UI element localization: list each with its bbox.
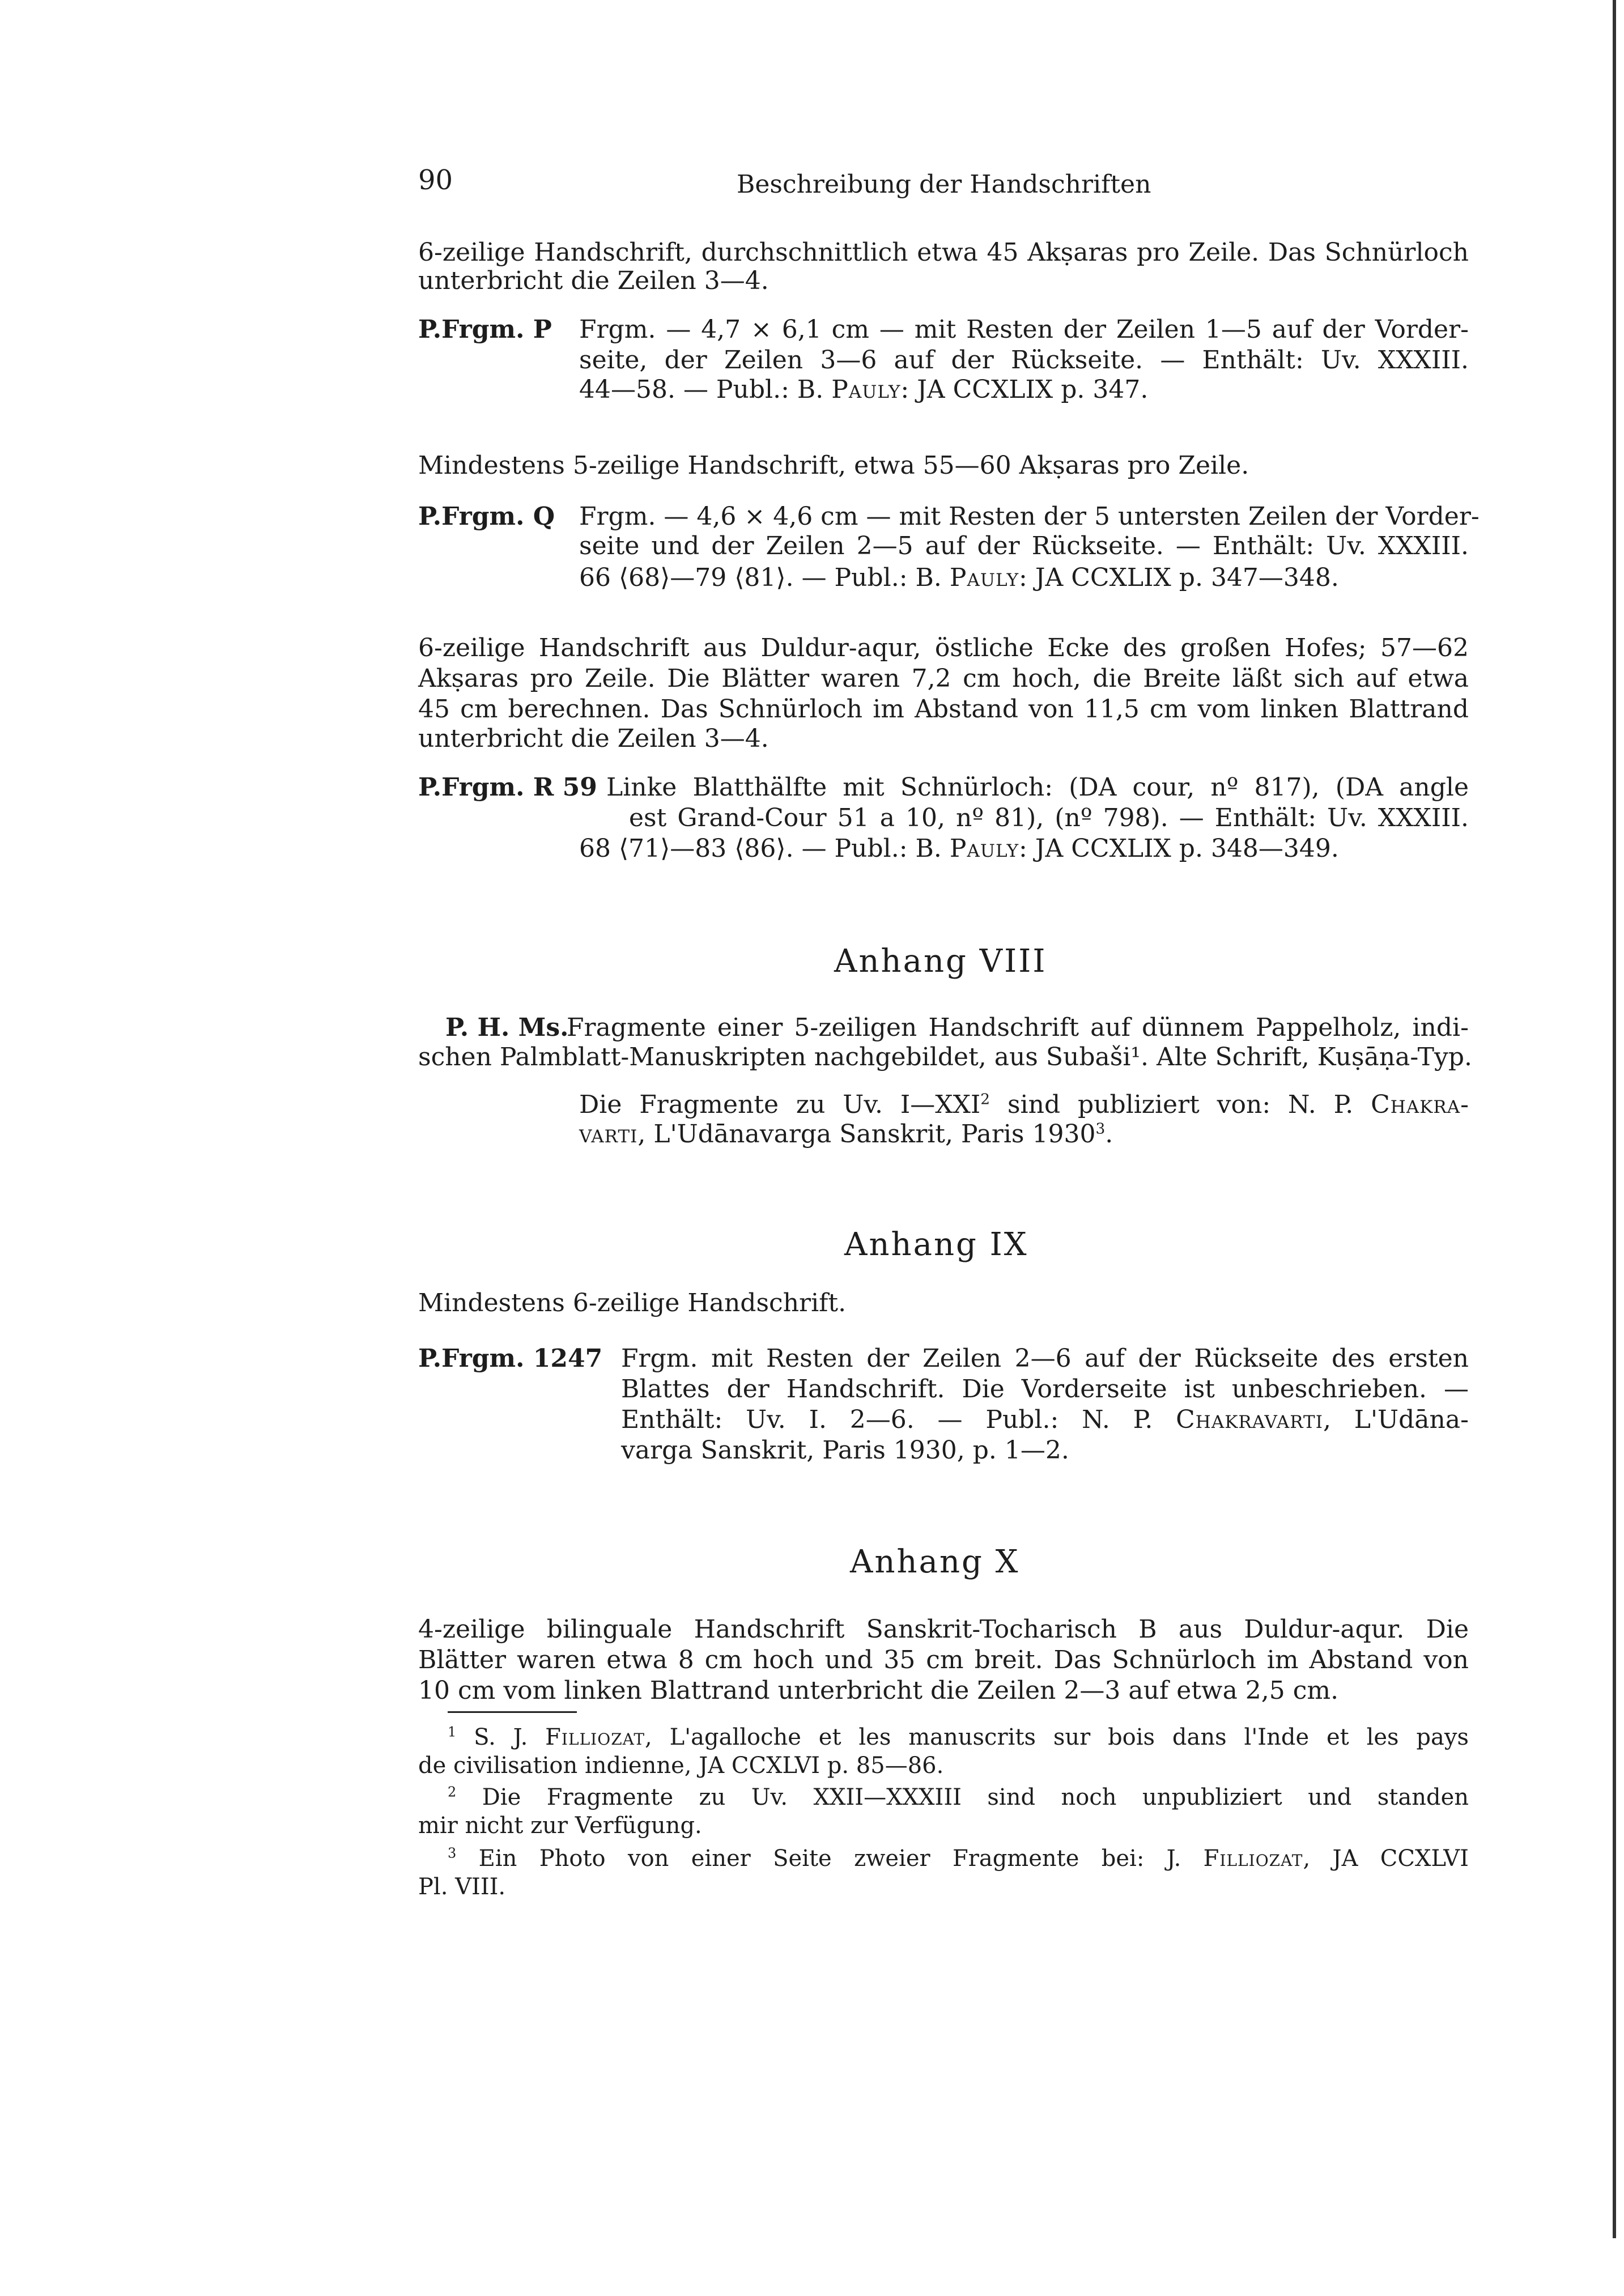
footnote-3-line-2: Pl. VIII. bbox=[418, 1874, 506, 1900]
footnote-2-mark: 2 bbox=[448, 1784, 457, 1800]
footnote-1-mark: 1 bbox=[448, 1724, 457, 1740]
sec1-fragment-label: P.Frgm. P bbox=[418, 315, 552, 344]
footnote-2-text: Die Fragmente zu Uv. XXII—XXXIII sind noch unpubliziert und standen bbox=[482, 1784, 1469, 1810]
sec3-entry-line-1: Linke Blatthälfte mit Schnürloch: (DA cour, nº 817), (DA angle bbox=[606, 773, 1469, 802]
footnote-1-line-2: de civilisation indienne, JA CCXLVI p. 85—86. bbox=[418, 1753, 944, 1779]
sec1-entry-line-3: 44—58. — Publ.: B. Pauly: JA CCXLIX p. 347. bbox=[579, 375, 1149, 404]
anhang-x-heading: Anhang X bbox=[850, 1544, 1020, 1580]
page-number: 90 bbox=[418, 164, 453, 196]
sec1-intro-line-2: unterbricht die Zeilen 3—4. bbox=[418, 266, 769, 295]
sec3-intro-line-3: 45 cm berechnen. Das Schnürloch im Abstand von 11,5 cm vom linken Blattrand bbox=[418, 695, 1469, 724]
anhang-viii-line-3: Die Fragmente zu Uv. I—XXI$^2$ sind publiziert von: N. P. Chakra- bbox=[579, 1090, 1469, 1119]
footnote-1-line-1: $^1$ S. J. Filliozat, L'agalloche et les manuscrits sur bois dans l'Inde et les pays bbox=[448, 1724, 1469, 1750]
footnote-rule bbox=[448, 1711, 577, 1713]
anhang-ix-entry-line-2: Blattes der Handschrift. Die Vorderseite ist unbeschrieben. — bbox=[621, 1375, 1469, 1404]
anhang-ix-fragment-label: P.Frgm. 1247 bbox=[418, 1344, 603, 1373]
sec2-entry-line-1: Frgm. — 4,6 × 4,6 cm — mit Resten der 5 untersten Zeilen der Vorder- bbox=[579, 502, 1480, 531]
footnote-2-line-2: mir nicht zur Verfügung. bbox=[418, 1813, 702, 1839]
sec3-entry-line-3: 68 ⟨71⟩—83 ⟨86⟩. — Publ.: B. Pauly: JA CCXLIX p. 348—349. bbox=[579, 834, 1339, 863]
sec2-intro: Mindestens 5-zeilige Handschrift, etwa 55—60 Akṣaras pro Zeile. bbox=[418, 451, 1249, 480]
anhang-viii-line-4: varti, L'Udānavarga Sanskrit, Paris 1930$^3$. bbox=[579, 1120, 1113, 1149]
sec2-entry-line-3: 66 ⟨68⟩—79 ⟨81⟩. — Publ.: B. Pauly: JA CCXLIX p. 347—348. bbox=[579, 563, 1339, 592]
sec3-fragment-label: P.Frgm. R 59 bbox=[418, 773, 597, 802]
sec1-entry-line-1: Frgm. — 4,7 × 6,1 cm — mit Resten der Zeilen 1—5 auf der Vorder- bbox=[579, 315, 1469, 344]
footnote-2-line-1 bbox=[448, 1784, 1469, 1811]
sec2-fragment-label: P.Frgm. Q bbox=[418, 502, 555, 531]
anhang-x-line-1: 4-zeilige bilinguale Handschrift Sanskrit-Tocharisch B aus Duldur-aqur. Die bbox=[418, 1615, 1469, 1644]
anhang-viii-line-2: schen Palmblatt-Manuskripten nachgebildet, aus Subaši¹. Alte Schrift, Kuṣāṇa-Typ. bbox=[418, 1043, 1473, 1072]
sec1-entry-line-2: seite, der Zeilen 3—6 auf der Rückseite. — Enthält: Uv. XXXIII. bbox=[579, 346, 1469, 375]
anhang-ix-intro: Mindestens 6-zeilige Handschrift. bbox=[418, 1289, 847, 1317]
sec3-entry-line-2: est Grand-Cour 51 a 10, nº 81), (nº 798). — Enthält: Uv. XXXIII. bbox=[629, 803, 1469, 832]
anhang-x-line-3: 10 cm vom linken Blattrand unterbricht die Zeilen 2—3 auf etwa 2,5 cm. bbox=[418, 1676, 1339, 1705]
sec1-intro-line-1: 6-zeilige Handschrift, durchschnittlich etwa 45 Akṣaras pro Zeile. Das Schnürloch bbox=[418, 238, 1469, 267]
footnote-3-line-1: $^3$ Ein Photo von einer Seite zweier Fragmente bei: J. Filliozat, JA CCXLVI bbox=[448, 1845, 1469, 1872]
anhang-viii-line-1: Fragmente einer 5-zeiligen Handschrift auf dünnem Pappelholz, indi- bbox=[567, 1013, 1469, 1042]
anhang-ix-entry-line-3: Enthält: Uv. I. 2—6. — Publ.: N. P. Chakravarti, L'Udāna- bbox=[621, 1405, 1469, 1434]
anhang-viii-label: P. H. Ms. bbox=[445, 1013, 569, 1042]
anhang-viii-heading: Anhang VIII bbox=[834, 943, 1047, 980]
anhang-x-line-2: Blätter waren etwa 8 cm hoch und 35 cm breit. Das Schnürloch im Abstand von bbox=[418, 1646, 1469, 1674]
running-title: Beschreibung der Handschriften bbox=[737, 170, 1151, 199]
anhang-ix-entry-line-1: Frgm. mit Resten der Zeilen 2—6 auf der Rückseite des ersten bbox=[621, 1344, 1469, 1373]
anhang-ix-entry-line-4: varga Sanskrit, Paris 1930, p. 1—2. bbox=[621, 1436, 1069, 1465]
sec2-entry-line-2: seite und der Zeilen 2—5 auf der Rückseite. — Enthält: Uv. XXXIII. bbox=[579, 532, 1469, 560]
anhang-ix-heading: Anhang IX bbox=[844, 1226, 1028, 1263]
footnote-3-mark: 3 bbox=[448, 1845, 457, 1861]
sec3-intro-line-4: unterbricht die Zeilen 3—4. bbox=[418, 724, 769, 753]
sec3-intro-line-1: 6-zeilige Handschrift aus Duldur-aqur, östliche Ecke des großen Hofes; 57—62 bbox=[418, 633, 1469, 662]
sec3-intro-line-2: Akṣaras pro Zeile. Die Blätter waren 7,2 cm hoch, die Breite läßt sich auf etwa bbox=[418, 664, 1469, 693]
scan-edge-line bbox=[1613, 0, 1616, 2238]
